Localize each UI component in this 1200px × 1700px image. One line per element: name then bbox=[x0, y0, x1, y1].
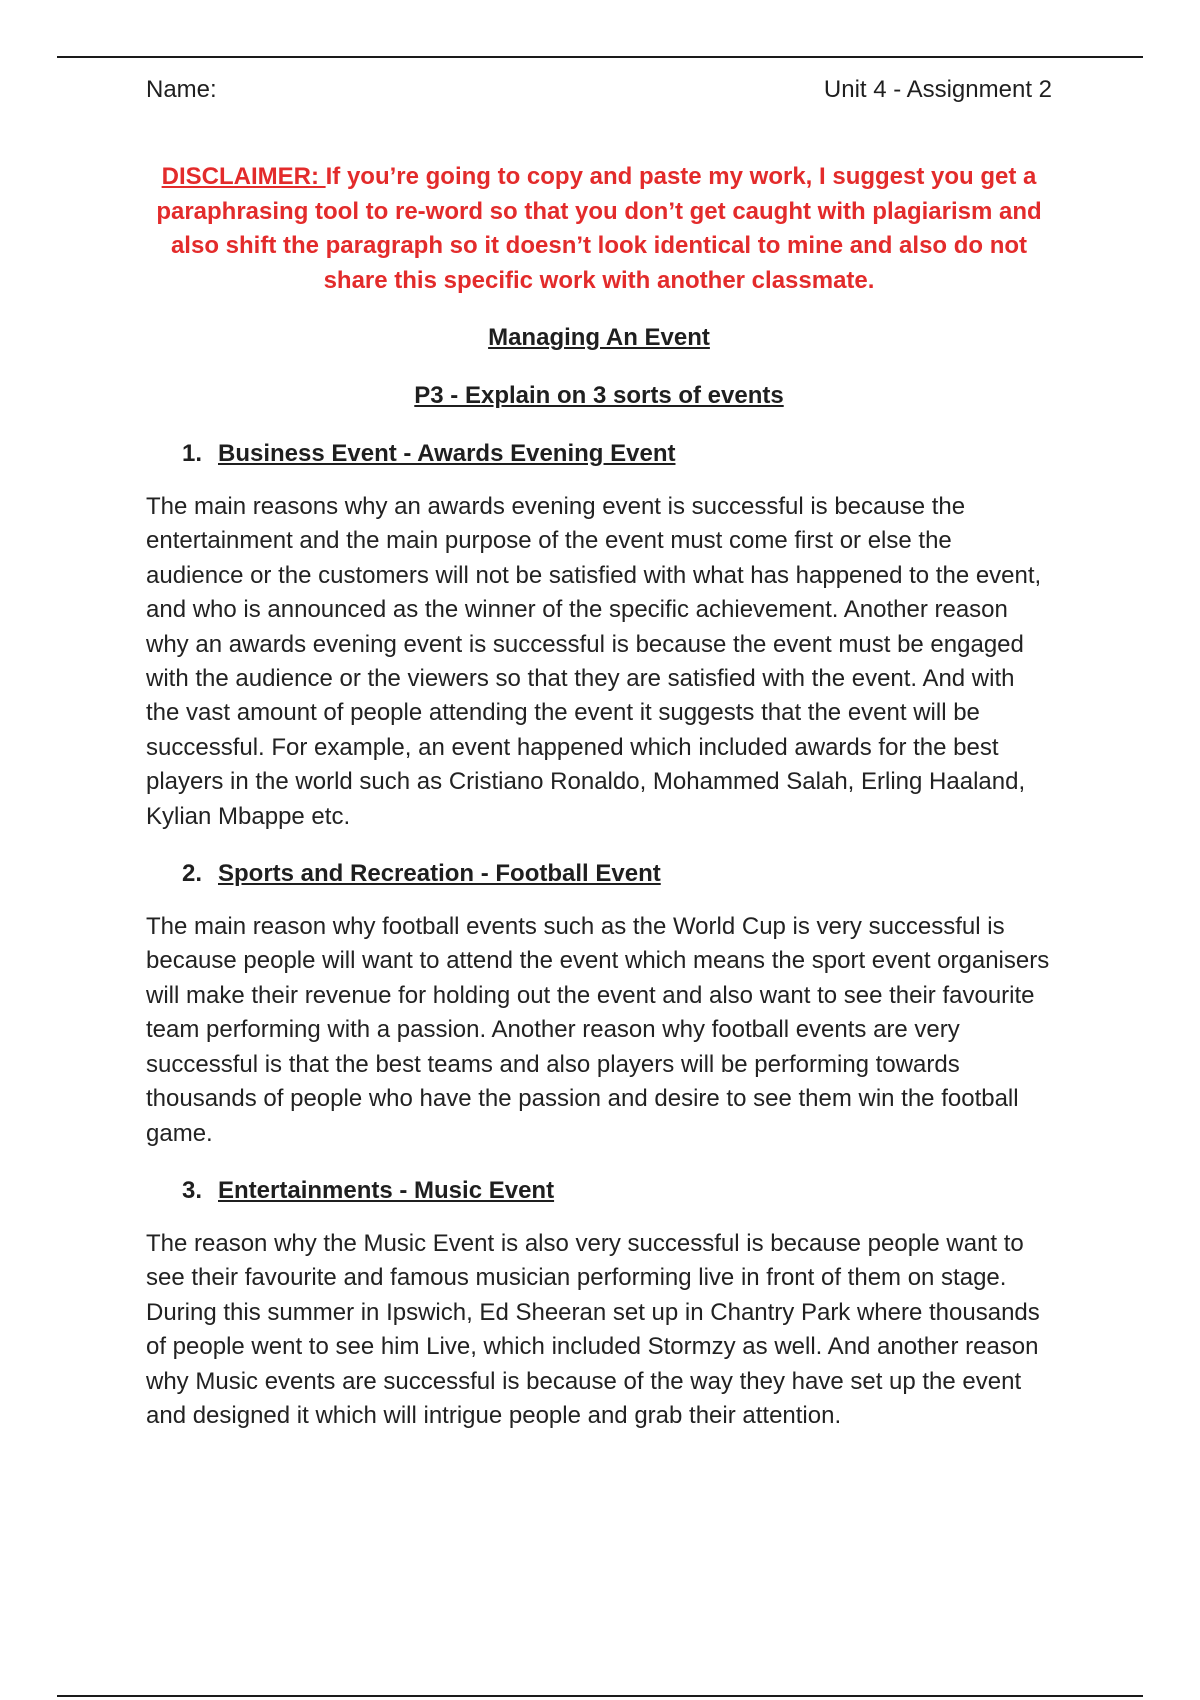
page-header bbox=[146, 70, 1052, 110]
section-title: Sports and Recreation - Football Event bbox=[218, 860, 661, 888]
section-number: 2. bbox=[182, 860, 203, 888]
section-heading-3 bbox=[146, 1173, 1052, 1209]
document-page bbox=[146, 70, 1052, 1433]
unit-label: Unit 4 - Assignment 2 bbox=[823, 76, 1052, 103]
section-heading-1 bbox=[146, 436, 1052, 472]
section-body-3: The reason why the Music Event is also very successful is because people want to see their favourite and famous musician performing live in front of them on stage. During this summer in Ipswich, Ed Sheeran set up in Chantry Park where thousands of people went to see him Live, which included Stormzy as well. And another reason why Music events are successful is because of the way they have set up the event and designed it which will intrigue people and grab their attention. bbox=[146, 1229, 1040, 1429]
section-number: 3. bbox=[182, 1176, 203, 1204]
section-body-2: The main reason why football events such as the World Cup is very successful is because people will want to attend the event which means the sport event organisers will make their revenue for holding out the event and also want to see their favourite team performing with a passion. Another reason why football events are very successful is that the best teams and also players will be performing towards thousands of people who have the passion and desire to see them win the football game. bbox=[146, 913, 1050, 1147]
top-rule bbox=[57, 56, 1143, 58]
document-title: Managing An Event bbox=[488, 324, 710, 351]
name-label: Name: bbox=[146, 76, 217, 103]
disclaimer-lead: DISCLAIMER: bbox=[161, 163, 326, 190]
disclaimer-text: If you’re going to copy and paste my work, I suggest you get a paraphrasing tool to re-word so that you don’t get caught with plagiarism and also shift the paragraph so it doesn’t look identical to mine and also do not share this specific work with another classmate. bbox=[156, 163, 1042, 294]
section-heading-2 bbox=[146, 856, 1052, 892]
document-subtitle: P3 - Explain on 3 sorts of events bbox=[414, 382, 784, 409]
bottom-rule bbox=[57, 1695, 1143, 1697]
section-number: 1. bbox=[182, 440, 203, 467]
section-title: Entertainments - Music Event bbox=[218, 1176, 555, 1204]
section-body-1: The main reasons why an awards evening event is successful is because the entertainment and the main purpose of the event must come first or else the audience or the customers will not be satisfied with what has happened to the event, and who is announced as the winner of the specific achievement. Another reason why an awards evening event is successful is because the event must be engaged with the audience or the viewers so that they are satisfied with the event. And with the vast amount of people attending the event it suggests that the event will be successful. For example, an event happened which included awards for the best players in the world such as Cristiano Ronaldo, Mohammed Salah, Erling Haaland, Kylian Mbappe etc. bbox=[146, 493, 1042, 830]
section-title: Business Event - Awards Evening Event bbox=[218, 440, 676, 467]
disclaimer bbox=[146, 160, 1052, 298]
